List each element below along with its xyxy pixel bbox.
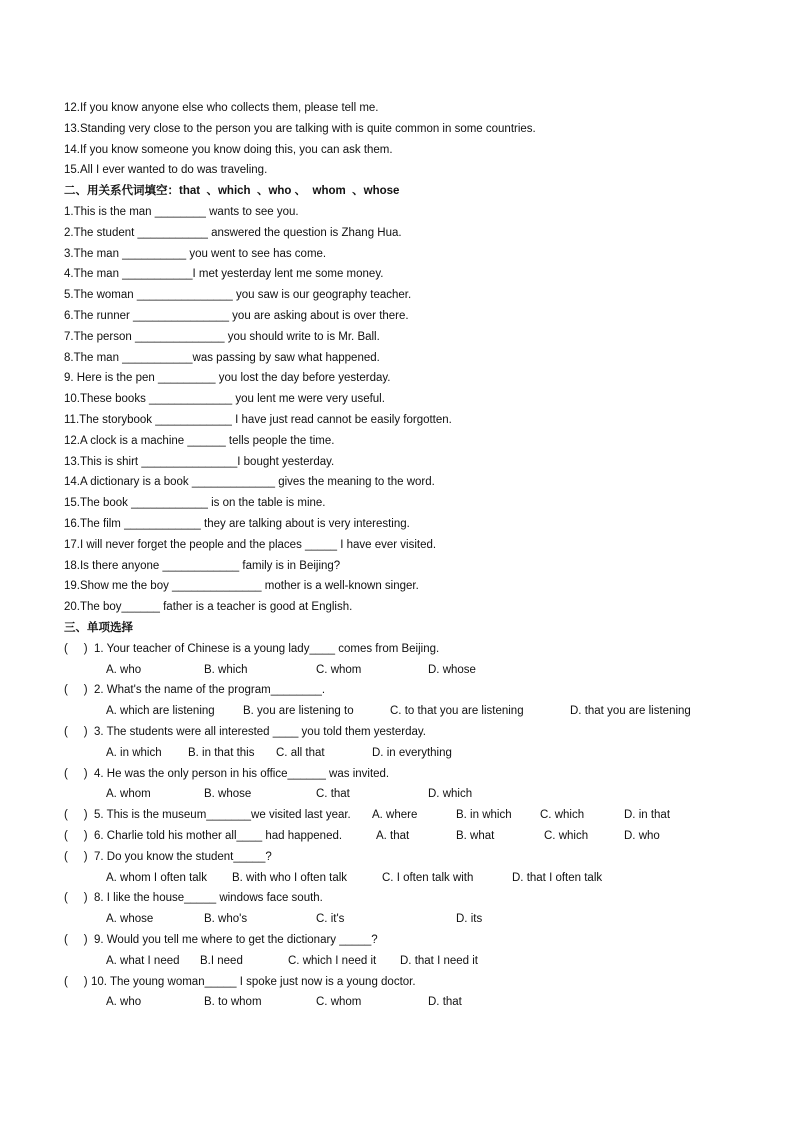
q10-option-c: C. whom	[316, 996, 362, 1008]
fill-item-16: 16.The film ____________ they are talking about is very interesting.	[64, 518, 410, 530]
sentence-14: 14.If you know someone you know doing this, you can ask them.	[64, 144, 393, 156]
question-2: 2. What's the name of the program________.	[94, 684, 326, 696]
q2-option-c: C. to that you are listening	[390, 705, 524, 717]
answer-blank: ( )	[64, 643, 88, 655]
question-1: 1. Your teacher of Chinese is a young lady____ comes from Beijing.	[94, 643, 440, 655]
answer-blank: ( )	[64, 830, 88, 842]
fill-item-20: 20.The boy______ father is a teacher is good at English.	[64, 601, 353, 613]
question-4: 4. He was the only person in his office______ was invited.	[94, 768, 390, 780]
answer-blank: ( )	[64, 809, 88, 821]
fill-item-17: 17.I will never forget the people and the places _____ I have ever visited.	[64, 539, 437, 551]
fill-item-4: 4.The man ___________I met yesterday lent me some money.	[64, 268, 384, 280]
answer-blank: ( )	[64, 934, 88, 946]
fill-item-7: 7.The person ______________ you should write to is Mr. Ball.	[64, 331, 380, 343]
q5-option-c: C. which	[540, 809, 585, 821]
sentence-12: 12.If you know anyone else who collects them, please tell me.	[64, 102, 379, 114]
q6-option-b: B. what	[456, 830, 495, 842]
answer-blank: ( )	[64, 976, 88, 988]
q1-option-d: D. whose	[428, 664, 476, 676]
section2-title: 二、用关系代词填空：that 、which 、who 、 whom 、whose	[64, 185, 400, 197]
q7-option-b: B. with who I often talk	[232, 872, 348, 884]
q2-option-a: A. which are listening	[106, 705, 215, 717]
q9-option-a: A. what I need	[106, 955, 180, 967]
q1-option-b: B. which	[204, 664, 248, 676]
fill-item-11: 11.The storybook ____________ I have just read cannot be easily forgotten.	[64, 414, 452, 426]
q6-option-d: D. who	[624, 830, 660, 842]
q3-option-a: A. in which	[106, 747, 162, 759]
fill-item-15: 15.The book ____________ is on the table is mine.	[64, 497, 326, 509]
q9-option-d: D. that I need it	[400, 955, 478, 967]
q5-option-b: B. in which	[456, 809, 512, 821]
question-9: 9. Would you tell me where to get the dictionary _____?	[94, 934, 378, 946]
answer-blank: ( )	[64, 768, 88, 780]
q5-option-a: A. where	[372, 809, 418, 821]
q4-option-b: B. whose	[204, 788, 252, 800]
q8-option-d: D. its	[456, 913, 483, 925]
answer-blank: ( )	[64, 726, 88, 738]
fill-item-13: 13.This is shirt _______________I bought yesterday.	[64, 456, 335, 468]
q1-option-a: A. who	[106, 664, 142, 676]
q8-option-a: A. whose	[106, 913, 154, 925]
q2-option-b: B. you are listening to	[243, 705, 354, 717]
question-7: 7. Do you know the student_____?	[94, 851, 272, 863]
fill-item-5: 5.The woman _______________ you saw is our geography teacher.	[64, 289, 412, 301]
q6-option-c: C. which	[544, 830, 589, 842]
q3-option-b: B. in that this	[188, 747, 255, 759]
fill-item-2: 2.The student ___________ answered the question is Zhang Hua.	[64, 227, 402, 239]
fill-item-9: 9. Here is the pen _________ you lost the day before yesterday.	[64, 372, 391, 384]
q3-option-c: C. all that	[276, 747, 325, 759]
fill-item-10: 10.These books _____________ you lent me were very useful.	[64, 393, 385, 405]
q8-option-c: C. it's	[316, 913, 345, 925]
q1-option-c: C. whom	[316, 664, 362, 676]
q8-option-b: B. who's	[204, 913, 248, 925]
question-10: 10. The young woman_____ I spoke just now is a young doctor.	[91, 976, 416, 988]
q10-option-a: A. who	[106, 996, 142, 1008]
answer-blank: ( )	[64, 892, 88, 904]
q4-option-a: A. whom	[106, 788, 151, 800]
fill-item-8: 8.The man ___________was passing by saw what happened.	[64, 352, 380, 364]
q9-option-c: C. which I need it	[288, 955, 377, 967]
question-8: 8. I like the house_____ windows face south.	[94, 892, 323, 904]
question-6: 6. Charlie told his mother all____ had happened.	[94, 830, 343, 842]
fill-item-3: 3.The man __________ you went to see has come.	[64, 248, 327, 260]
q4-option-d: D. which	[428, 788, 473, 800]
q7-option-d: D. that I often talk	[512, 872, 603, 884]
answer-blank: ( )	[64, 684, 88, 696]
q7-option-c: C. I often talk with	[382, 872, 474, 884]
q5-option-d: D. in that	[624, 809, 671, 821]
q7-option-a: A. whom I often talk	[106, 872, 207, 884]
sentence-13: 13.Standing very close to the person you are talking with is quite common in some countries.	[64, 123, 536, 135]
q10-option-d: D. that	[428, 996, 462, 1008]
fill-item-19: 19.Show me the boy ______________ mother is a well-known singer.	[64, 580, 419, 592]
q2-option-d: D. that you are listening	[570, 705, 691, 717]
fill-item-6: 6.The runner _______________ you are asking about is over there.	[64, 310, 409, 322]
answer-blank: ( )	[64, 851, 88, 863]
q6-option-a: A. that	[376, 830, 410, 842]
q3-option-d: D. in everything	[372, 747, 452, 759]
fill-item-18: 18.Is there anyone ____________ family is in Beijing?	[64, 560, 341, 572]
question-3: 3. The students were all interested ____ you told them yesterday.	[94, 726, 426, 738]
q4-option-c: C. that	[316, 788, 350, 800]
section3-title: 三、单项选择	[64, 622, 133, 634]
fill-item-14: 14.A dictionary is a book _____________ gives the meaning to the word.	[64, 476, 435, 488]
fill-item-1: 1.This is the man ________ wants to see you.	[64, 206, 299, 218]
q10-option-b: B. to whom	[204, 996, 262, 1008]
question-5: 5. This is the museum_______we visited last year.	[94, 809, 351, 821]
sentence-15: 15.All I ever wanted to do was traveling.	[64, 164, 268, 176]
q9-option-b: B.I need	[200, 955, 243, 967]
fill-item-12: 12.A clock is a machine ______ tells people the time.	[64, 435, 335, 447]
